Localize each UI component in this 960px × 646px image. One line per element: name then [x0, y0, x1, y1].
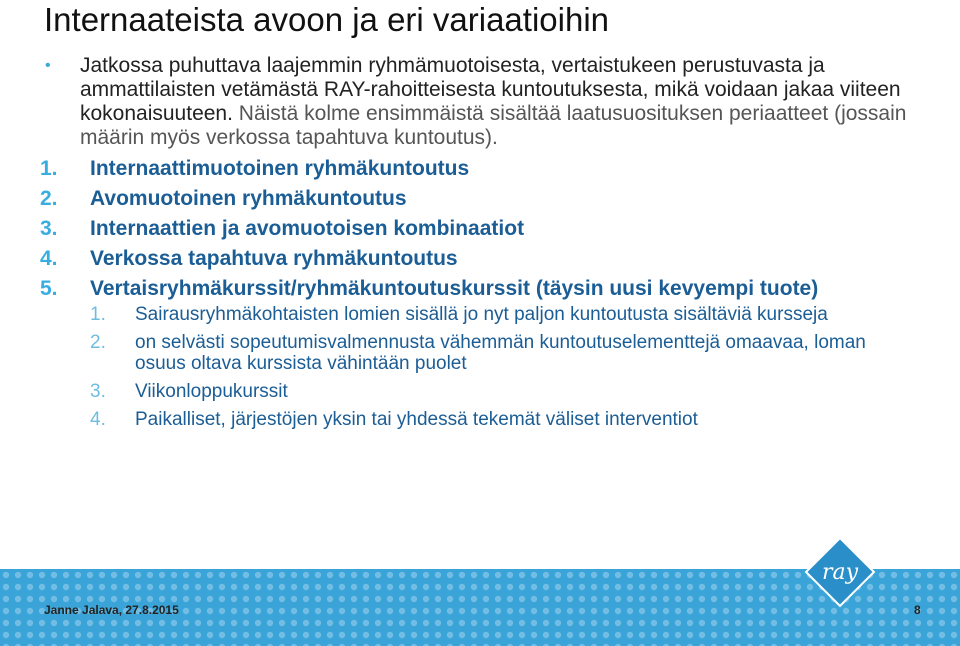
- list-item: [40, 276, 920, 301]
- list-item: [40, 216, 920, 241]
- slide-content: [40, 54, 920, 437]
- sub-numbered-list: [40, 304, 920, 430]
- sub-list-item: [90, 304, 920, 325]
- list-item-number: 4.: [40, 247, 58, 270]
- sub-list-item-text: Paikalliset, järjestöjen yksin tai yhdessä tekemät väliset interventiot: [135, 409, 698, 430]
- list-item-number: 5.: [40, 277, 58, 300]
- list-item: [40, 186, 920, 211]
- sub-list-item: [90, 409, 920, 430]
- list-item: [40, 246, 920, 271]
- slide-title: Internaateista avoon ja eri variaatioihin: [44, 1, 610, 38]
- main-numbered-list: [40, 156, 920, 301]
- intro-paragraph: [80, 54, 920, 150]
- page-number: 8: [914, 603, 921, 617]
- sub-list-item-number: 3.: [90, 381, 106, 402]
- sub-list-item: [90, 332, 920, 374]
- list-item-number: 1.: [40, 157, 58, 180]
- footer-author-date: Janne Jalava, 27.8.2015: [44, 603, 179, 617]
- list-item-number: 2.: [40, 187, 58, 210]
- list-item-text: Internaattien ja avomuotoisen kombinaatiot: [90, 217, 525, 240]
- ray-logo-text: ray: [821, 559, 859, 585]
- intro-main-text: Jatkossa puhuttava laajemmin ryhmämuotoisesta, vertaistukeen perustuvasta ja ammattilaisten vetämästä RAY-rahoitteisesta kuntoutuksesta, mikä voidaan jakaa viiteen kokonaisuuteen.: [80, 54, 901, 125]
- sub-list-item-number: 4.: [90, 409, 106, 430]
- sub-list-item-text: Viikonloppukurssit: [135, 381, 288, 402]
- list-item-text: Avomuotoinen ryhmäkuntoutus: [90, 187, 407, 210]
- list-item-text: Vertaisryhmäkurssit/ryhmäkuntoutuskurssit (täysin uusi kevyempi tuote): [90, 277, 819, 300]
- intro-bullet: [40, 54, 920, 150]
- sub-list-item-text: Sairausryhmäkohtaisten lomien sisällä jo nyt paljon kuntoutusta sisältäviä kursseja: [135, 304, 828, 325]
- list-item: [40, 156, 920, 181]
- sub-list-item-text: on selvästi sopeutumisvalmennusta vähemmän kuntoutuselementtejä omaavaa, loman osuus oltava kurssista vähintään puolet: [135, 332, 866, 374]
- sub-list-item-number: 1.: [90, 304, 106, 325]
- list-item-number: 3.: [40, 217, 58, 240]
- bullet-dot-icon: •: [45, 57, 51, 74]
- list-item-text: Internaattimuotoinen ryhmäkuntoutus: [90, 157, 470, 180]
- list-item-text: Verkossa tapahtuva ryhmäkuntoutus: [90, 247, 458, 270]
- sub-list-item-number: 2.: [90, 332, 106, 353]
- intro-highlight-text: Näistä kolme ensimmäistä sisältää laatusuosituksen periaatteet (jossain määrin myös verkossa tapahtuva kuntoutus).: [80, 102, 907, 149]
- sub-list-item: [90, 381, 920, 402]
